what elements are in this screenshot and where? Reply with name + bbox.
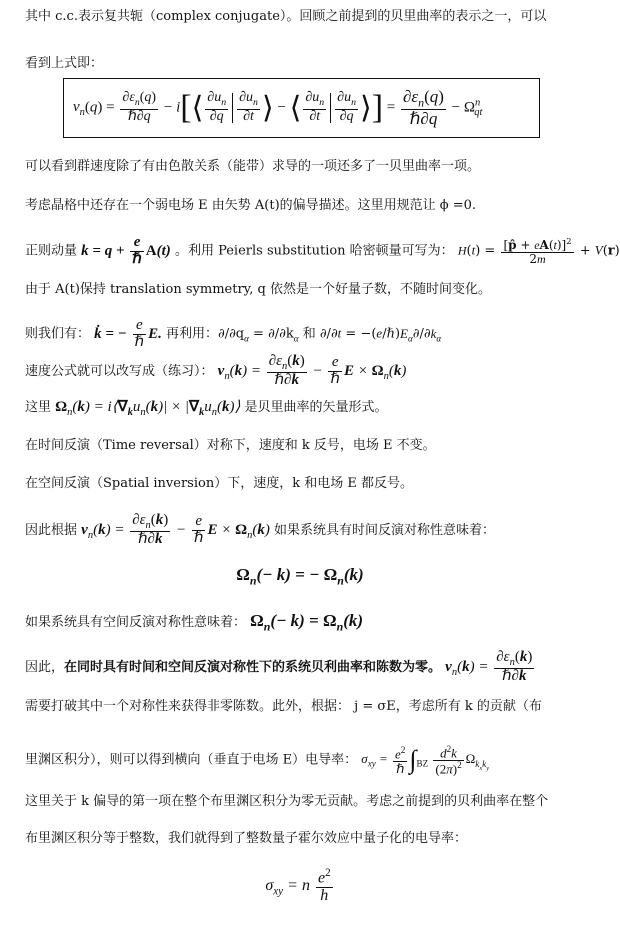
ohm-law-formula: j = σE: [354, 699, 396, 714]
text-line: 则我们有： k̇ = − $\frac{e}{\text{ℏ}}$ E. 再利用：$\partial/\partial q_\alpha = \partial/\partial k_\alpha$ 和 $\partial/\partial t = -(e/\hbar)E_\alpha\partial/\partial k_\alpha$: [25, 317, 442, 350]
text-line: 布里渊区积分等于整数，我们就得到了整数量子霍尔效应中量子化的电导率：: [25, 831, 468, 846]
text-segment: 需要打破其中一个对称性来获得非零陈数。此外，根据：: [25, 699, 351, 714]
spatial-inversion-equation: $\Omega_n(- k) = \Omega_n(k)$: [250, 611, 364, 634]
berry-curvature-vector-formula: $\Omega_n(k)$ = $i⟨\nabla_ku_n(k)|$ × $|\nabla_ku_n(k)⟩$: [55, 399, 241, 418]
text-line: [25, 513, 582, 548]
text-line: 在空间反演（Spatial inversion）下，速度，k 和电场 E 都反号。: [25, 476, 413, 491]
bz-label: BZ: [416, 759, 429, 770]
text-line: [25, 745, 582, 779]
conclusion-bold-text: 在同时具有时间和空间反演对称性下的系统贝利曲率和陈数为零。: [64, 659, 442, 675]
time-reversal-equation: $\Omega_n(- k)$ = − $\Omega_n(k)$: [236, 565, 364, 588]
velocity-formula: $v_n(k)$ = $\frac{\partial\varepsilon_n(k)}{\text{ℏ∂k}}$ − $\frac{e}{\text{ℏ}}$ $E \times \Omega_n(k)$: [217, 353, 407, 389]
text-line: 看到上式即：: [25, 56, 104, 71]
text-line: 在时间反演（Time reversal）对称下，速度和 k 反号，电场 E 不变。: [25, 438, 436, 453]
group-velocity-equation: $v_n(q)$ = $\frac{\partial\varepsilon_n(q)}{\text{ℏ∂q}}$ − i[⟨ $\frac{\partial u_n}{\partial q}$ $\frac{\partial u_n}{\partial t}$ ⟩ − ⟨ $\frac{\partial u_n}{\partial t}$ $\frac{\partial u_n}{\partial q}$ ⟩] = $\frac{\partial\varepsilon_n(q)}{\text{ℏ∂q}}$ − $\Omega^n_{qt}$: [73, 87, 483, 128]
text-segment: 则我们有：: [25, 326, 91, 342]
canonical-momentum-formula: k = q + $\frac{e}{\text{ℏ}}$ A(t): [81, 234, 171, 267]
hamiltonian-formula: H: [457, 243, 467, 258]
text-segment: 因此根据: [25, 522, 78, 538]
text-segment: 如果系统具有空间反演对称性意味着：: [25, 615, 247, 630]
text-segment: 和: [302, 326, 316, 342]
text-line: [25, 397, 582, 423]
text-line: 由于 A(t)保持 translation symmetry, q 依然是一个好量子数，不随时间变化。: [25, 282, 492, 297]
k-dot-formula: k̇ = − $\frac{e}{\text{ℏ}}$ E.: [94, 317, 162, 350]
text-line: 其中 c.c.表示复共轭（complex conjugate）。回顾之前提到的贝里曲率的表示之一，可以: [25, 9, 547, 24]
text-line: [25, 697, 582, 717]
text-line: 考虑晶格中还存在一个弱电场 E 由矢势 A(t)的偏导描述。这里用规范让 ϕ =0.: [25, 198, 477, 213]
text-segment: 正则动量: [25, 243, 78, 259]
text-segment: 里渊区积分），则可以得到横向（垂直于电场 E）电导率：: [25, 752, 358, 768]
text-segment: 这里: [25, 400, 52, 415]
text-segment: 。利用 Peierls substitution 哈密顿量可写为：: [174, 243, 454, 259]
text-segment: 速度公式就可以改写成（练习）：: [25, 363, 214, 379]
text-segment: ，考虑所有 k 的贡献（布: [395, 699, 542, 714]
quantized-conductivity-equation: $\sigma_{xy} = n$ $\frac{e^2}{h}$: [265, 867, 331, 905]
text-line: [25, 650, 582, 685]
text-line: 可以看到群速度除了有由色散关系（能带）求导的一项还多了一贝里曲率一项。: [25, 159, 481, 174]
text-line: 这里关于 k 偏导的第一项在整个布里渊区积分为零无贡献。考虑之前提到的贝利曲率在整个: [25, 794, 549, 809]
hall-conductivity-integral: $\sigma_{xy}$ = $\frac{e^2}{\text{ℏ}}$ $\int_{BZ}$ $\frac{d^2k}{(2\pi)^2}$ $\Omega_{k_xk_y}$: [361, 744, 490, 777]
text-line: 正则动量 k = q + $\frac{e}{\text{ℏ}}$ A(t) 。利用 Peierls substitution 哈密顿量可写为： H(t) = $\frac{[p̂ + eA(t)]^2}{2m}$ + V(r): [25, 234, 620, 267]
text-segment: 因此，: [25, 659, 65, 675]
text-line: [25, 354, 582, 389]
velocity-formula: $v_n(k)$ = $\frac{\partial\varepsilon_n(k)}{\text{ℏ∂k}}$ − $\frac{e}{\text{ℏ}}$ $E \times \Omega_n(k)$: [81, 512, 270, 548]
text-segment: 是贝里曲率的矢量形式。: [244, 400, 388, 415]
text-segment: 如果系统具有时间反演对称性意味着：: [273, 522, 495, 538]
text-segment: 再利用：∂/∂q: [165, 326, 245, 342]
text-line: [25, 611, 582, 636]
velocity-simplified-formula: $v_n(k)$ = $\frac{\partial\varepsilon_n(k)}{\text{ℏ∂k}}$: [445, 649, 533, 685]
